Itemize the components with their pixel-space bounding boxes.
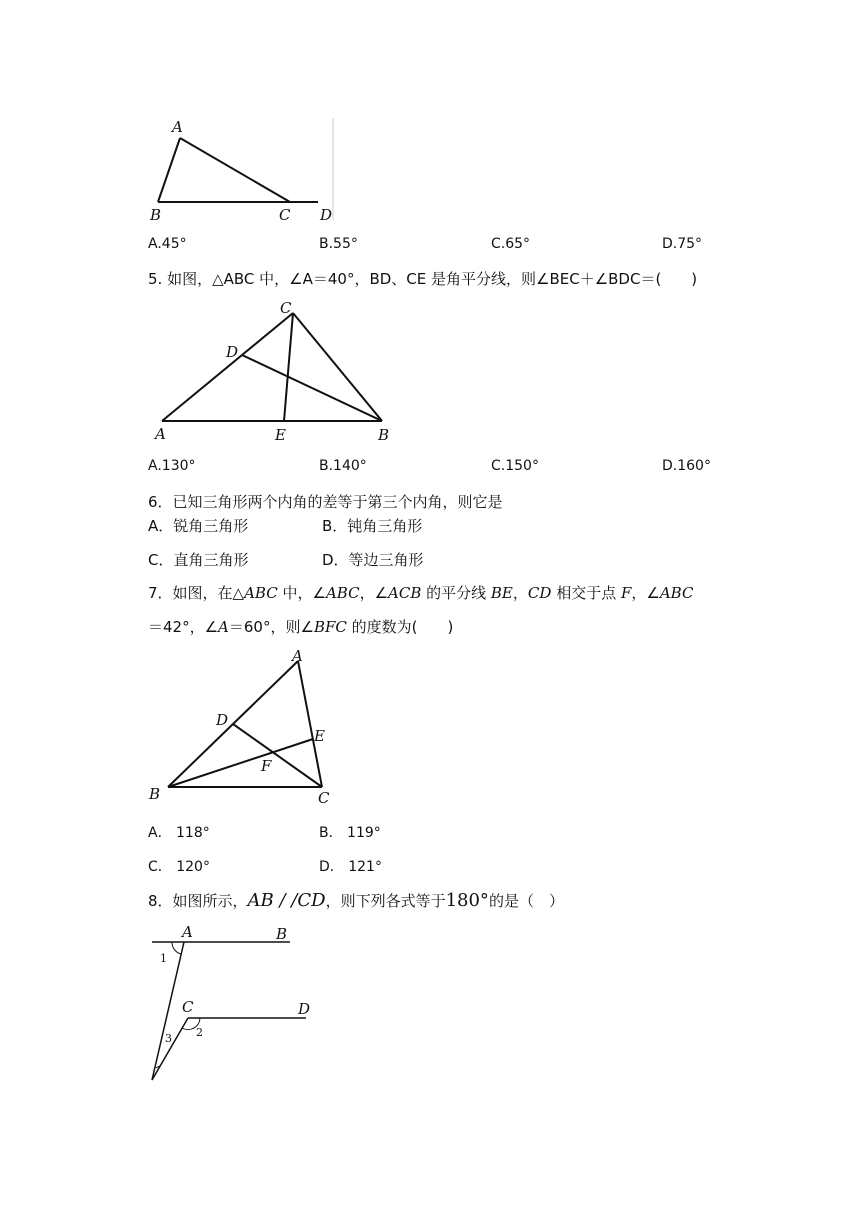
q5-side-ac: [162, 313, 293, 421]
q7-text: ，∠: [359, 584, 389, 602]
q5-side-bc: [293, 313, 382, 421]
q4-side-ab: [158, 138, 180, 202]
q7-option-c[interactable]: C． 120°: [148, 859, 210, 875]
q5-label-d: D: [226, 343, 239, 361]
q4-option-a[interactable]: A.45°: [148, 236, 187, 252]
q7-bisector-be: [168, 739, 313, 787]
q5-bisector-bd: [242, 355, 382, 421]
q7-question-line2: [148, 616, 453, 637]
q7-bisector-cd: [233, 724, 322, 787]
q6-option-d[interactable]: D．等边三角形: [322, 551, 424, 569]
q7-text: ＝60°，则∠: [228, 618, 314, 636]
q8-label-angle-2: 2: [196, 1026, 203, 1039]
q8-transversal-a: [152, 942, 184, 1080]
q7-label-f: F: [261, 757, 272, 775]
q8-text: 8．如图所示，: [148, 892, 248, 910]
q8-math-expression: AB / /CD: [247, 890, 326, 911]
q5-label-c: C: [280, 299, 292, 317]
q8-label-a: A: [182, 923, 193, 941]
q7-var: ACB: [388, 584, 422, 602]
q5-label-e: E: [275, 426, 286, 444]
q7-text: 的度数为( ): [346, 618, 454, 636]
q5-option-b[interactable]: B.140°: [319, 458, 367, 474]
q5-option-d[interactable]: D.160°: [662, 458, 711, 474]
q4-figure: [140, 110, 340, 230]
q5-label-b: B: [378, 426, 390, 444]
q7-var: ABC: [244, 584, 278, 602]
q7-var: BE: [490, 584, 513, 602]
q4-option-c[interactable]: C.65°: [491, 236, 531, 252]
q7-text: ，∠: [631, 584, 660, 602]
q7-text: 7．如图，在△: [148, 584, 245, 602]
q7-label-b: B: [149, 785, 161, 803]
q7-side-ac: [298, 661, 322, 787]
q5-figure: [150, 295, 400, 445]
q7-question-line1: [148, 582, 693, 603]
q7-text: 相交于点: [551, 584, 621, 602]
q8-label-angle-1: 1: [160, 952, 167, 965]
q7-text: ＝42°，∠: [148, 618, 219, 636]
q6-question-text: 6．已知三角形两个内角的差等于第三个内角，则它是: [148, 493, 503, 511]
q4-side-ac: [180, 138, 290, 202]
q7-option-a[interactable]: A． 118°: [148, 825, 210, 841]
q7-label-a: A: [292, 647, 303, 665]
q8-angle-arc-1: [172, 942, 181, 954]
q7-label-d: D: [216, 711, 229, 729]
q4-label-c: C: [279, 206, 291, 224]
q5-option-a[interactable]: A.130°: [148, 458, 196, 474]
q7-option-b[interactable]: B． 119°: [319, 825, 381, 841]
q7-var: BFC: [313, 618, 347, 636]
q8-label-angle-3: 3: [165, 1032, 172, 1045]
q7-var: A: [218, 618, 229, 636]
q8-label-d: D: [298, 1000, 311, 1018]
q7-var: CD: [527, 584, 552, 602]
q6-option-c[interactable]: C．直角三角形: [148, 551, 249, 569]
q8-text: 的是（ ）: [488, 892, 564, 910]
q7-var: ABC: [325, 584, 360, 602]
q8-question-text: [148, 890, 564, 911]
q5-question-text: 5. 如图，△ABC 中，∠A＝40°，BD、CE 是角平分线，则∠BEC＋∠BDC＝( ): [148, 270, 698, 288]
q7-var: ABC: [659, 584, 694, 602]
q8-label-c: C: [182, 998, 194, 1016]
q7-label-c: C: [318, 789, 330, 807]
q7-option-d[interactable]: D． 121°: [319, 859, 382, 875]
q8-math-degree: 180°: [445, 890, 489, 911]
q7-text: 中，∠: [277, 584, 326, 602]
q7-label-e: E: [314, 727, 325, 745]
q8-figure: [140, 920, 320, 1090]
q4-label-a: A: [172, 118, 183, 136]
q6-option-b[interactable]: B．钝角三角形: [322, 517, 423, 535]
q5-label-a: A: [155, 425, 166, 443]
q8-transversal-c: [152, 1018, 188, 1080]
q7-figure: [140, 645, 350, 815]
q7-text: ，: [512, 584, 528, 602]
q7-var: F: [620, 584, 632, 602]
q8-text: ，则下列各式等于: [325, 892, 446, 910]
q5-option-c[interactable]: C.150°: [491, 458, 539, 474]
q4-label-d: D: [320, 206, 333, 224]
q7-text: 的平分线: [421, 584, 491, 602]
q8-label-b: B: [276, 925, 288, 943]
q4-label-b: B: [150, 206, 162, 224]
q4-option-b[interactable]: B.55°: [319, 236, 358, 252]
q4-option-d[interactable]: D.75°: [662, 236, 703, 252]
q5-bisector-ce: [284, 313, 293, 421]
q6-option-a[interactable]: A．锐角三角形: [148, 517, 249, 535]
